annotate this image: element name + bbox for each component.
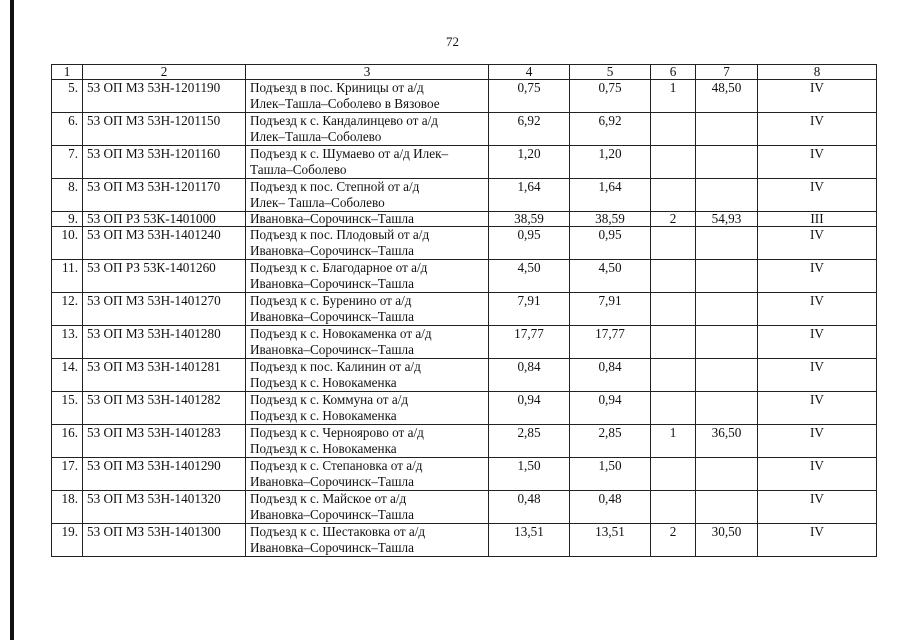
row-number: 8. [52,179,83,212]
width-value: 36,50 [696,425,758,458]
row-number: 16. [52,425,83,458]
road-name-line: Подъезд к с. Шестаковка от а/д [250,524,426,539]
lanes-count: 1 [651,425,696,458]
table-row [52,491,877,524]
row-number: 18. [52,491,83,524]
lanes-count [651,326,696,359]
column-header: 5 [570,65,651,80]
road-category: IV [758,146,877,179]
road-code: 53 ОП РЗ 53К-1401260 [83,260,246,293]
lanes-count: 1 [651,80,696,113]
width-value: 30,50 [696,524,758,557]
table-row [52,293,877,326]
road-category: IV [758,113,877,146]
road-name-line: Илек–Ташла–Соболево в Вязовое [250,96,440,111]
length-hard-surface: 0,48 [570,491,651,524]
lanes-count [651,227,696,260]
road-name-line: Ивановка–Сорочинск–Ташла [250,474,414,489]
road-name-line: Подъезд к с. Майское от а/д [250,491,407,506]
table-row [52,425,877,458]
lanes-count [651,491,696,524]
row-number: 6. [52,113,83,146]
road-name-line: Ивановка–Сорочинск–Ташла [250,309,414,324]
road-name [246,227,489,260]
road-name-line: Ивановка–Сорочинск–Ташла [250,211,414,226]
road-name-line: Подъезд к с. Благодарное от а/д [250,260,428,275]
road-name-line: Ивановка–Сорочинск–Ташла [250,342,414,357]
road-name-line: Ивановка–Сорочинск–Ташла [250,507,414,522]
road-code: 53 ОП МЗ 53Н-1201190 [83,80,246,113]
width-value [696,359,758,392]
row-number: 15. [52,392,83,425]
road-code: 53 ОП РЗ 53К-1401000 [83,212,246,227]
road-category: IV [758,227,877,260]
road-name-line: Подъезд к с. Кандалинцево от а/д [250,113,438,128]
length-total: 0,84 [489,359,570,392]
road-name-line: Подъезд к с. Коммуна от а/д [250,392,409,407]
road-code: 53 ОП МЗ 53Н-1401283 [83,425,246,458]
road-code: 53 ОП МЗ 53Н-1401240 [83,227,246,260]
column-header: 8 [758,65,877,80]
table-row [52,113,877,146]
length-hard-surface: 17,77 [570,326,651,359]
width-value [696,326,758,359]
length-hard-surface: 38,59 [570,212,651,227]
road-name [246,113,489,146]
row-number: 17. [52,458,83,491]
length-total: 13,51 [489,524,570,557]
length-total: 0,94 [489,392,570,425]
road-name-line: Подъезд к пос. Плодовый от а/д [250,227,430,242]
length-total: 7,91 [489,293,570,326]
header-row [52,65,877,80]
length-total: 2,85 [489,425,570,458]
page-number: 72 [446,34,459,49]
length-hard-surface: 1,64 [570,179,651,212]
road-name [246,293,489,326]
road-code: 53 ОП МЗ 53Н-1401281 [83,359,246,392]
road-category: IV [758,491,877,524]
width-value [696,113,758,146]
road-code: 53 ОП МЗ 53Н-1201160 [83,146,246,179]
road-name [246,146,489,179]
road-category: IV [758,80,877,113]
column-header: 7 [696,65,758,80]
width-value [696,260,758,293]
road-name [246,179,489,212]
length-total: 38,59 [489,212,570,227]
road-name [246,425,489,458]
road-category: IV [758,359,877,392]
road-category: IV [758,326,877,359]
column-header: 4 [489,65,570,80]
table-row [52,80,877,113]
road-name-line: Ташла–Соболево [250,162,347,177]
width-value [696,392,758,425]
road-name [246,524,489,557]
length-hard-surface: 0,95 [570,227,651,260]
length-total: 1,50 [489,458,570,491]
road-name-line: Подъезд к пос. Калинин от а/д [250,359,421,374]
row-number: 10. [52,227,83,260]
road-category: IV [758,293,877,326]
road-code: 53 ОП МЗ 53Н-1401280 [83,326,246,359]
table-row [52,458,877,491]
lanes-count [651,293,696,326]
row-number: 9. [52,212,83,227]
length-total: 1,64 [489,179,570,212]
width-value [696,458,758,491]
row-number: 14. [52,359,83,392]
column-header: 2 [83,65,246,80]
table-row [52,524,877,557]
length-hard-surface: 0,75 [570,80,651,113]
road-category: IV [758,392,877,425]
table-row [52,179,877,212]
road-name-line: Подъезд к с. Новокаменка [250,441,397,456]
lanes-count [651,113,696,146]
road-name-line: Подъезд к пос. Степной от а/д [250,179,420,194]
road-name-line: Подъезд к с. Новокаменка [250,375,397,390]
road-name-line: Подъезд к с. Новокаменка от а/д [250,326,432,341]
table-row [52,212,877,227]
lanes-count [651,260,696,293]
lanes-count [651,179,696,212]
length-hard-surface: 0,84 [570,359,651,392]
road-code: 53 ОП МЗ 53Н-1401320 [83,491,246,524]
roads-table [51,64,877,557]
length-hard-surface: 1,20 [570,146,651,179]
column-header: 6 [651,65,696,80]
road-name-line: Подъезд к с. Шумаево от а/д Илек– [250,146,449,161]
table-row [52,359,877,392]
length-hard-surface: 1,50 [570,458,651,491]
row-number: 19. [52,524,83,557]
length-total: 1,20 [489,146,570,179]
road-name [246,491,489,524]
road-category: IV [758,458,877,491]
row-number: 5. [52,80,83,113]
road-name-line: Ивановка–Сорочинск–Ташла [250,276,414,291]
road-name [246,260,489,293]
width-value [696,227,758,260]
length-total: 17,77 [489,326,570,359]
road-name-line: Ивановка–Сорочинск–Ташла [250,540,414,555]
table-row [52,260,877,293]
length-total: 6,92 [489,113,570,146]
lanes-count [651,392,696,425]
column-header: 1 [52,65,83,80]
road-code: 53 ОП МЗ 53Н-1401290 [83,458,246,491]
length-hard-surface: 6,92 [570,113,651,146]
width-value: 48,50 [696,80,758,113]
road-category: IV [758,260,877,293]
table-body [52,80,877,557]
table-row [52,146,877,179]
width-value: 54,93 [696,212,758,227]
width-value [696,146,758,179]
road-code: 53 ОП МЗ 53Н-1201170 [83,179,246,212]
road-name [246,359,489,392]
length-hard-surface: 0,94 [570,392,651,425]
road-name [246,392,489,425]
table-row [52,392,877,425]
road-category: IV [758,524,877,557]
length-hard-surface: 7,91 [570,293,651,326]
road-name [246,212,489,227]
lanes-count: 2 [651,524,696,557]
road-code: 53 ОП МЗ 53Н-1201150 [83,113,246,146]
length-hard-surface: 13,51 [570,524,651,557]
road-code: 53 ОП МЗ 53Н-1401282 [83,392,246,425]
lanes-count [651,458,696,491]
row-number: 12. [52,293,83,326]
length-total: 4,50 [489,260,570,293]
table-row [52,227,877,260]
width-value [696,491,758,524]
length-hard-surface: 4,50 [570,260,651,293]
road-name-line: Илек–Ташла–Соболево [250,129,382,144]
length-hard-surface: 2,85 [570,425,651,458]
width-value [696,293,758,326]
lanes-count [651,146,696,179]
road-name-line: Подъезд к с. Степановка от а/д [250,458,423,473]
row-number: 7. [52,146,83,179]
road-name [246,80,489,113]
length-total: 0,75 [489,80,570,113]
road-category: IV [758,179,877,212]
road-name [246,326,489,359]
road-name-line: Илек– Ташла–Соболево [250,195,385,210]
road-name-line: Подъезд в пос. Криницы от а/д [250,80,424,95]
lanes-count [651,359,696,392]
row-number: 13. [52,326,83,359]
road-name [246,458,489,491]
road-category: IV [758,425,877,458]
road-category: III [758,212,877,227]
road-name-line: Подъезд к с. Буренино от а/д [250,293,412,308]
road-code: 53 ОП МЗ 53Н-1401300 [83,524,246,557]
road-name-line: Подъезд к с. Черноярово от а/д [250,425,424,440]
width-value [696,179,758,212]
road-name-line: Ивановка–Сорочинск–Ташла [250,243,414,258]
row-number: 11. [52,260,83,293]
column-header: 3 [246,65,489,80]
road-name-line: Подъезд к с. Новокаменка [250,408,397,423]
length-total: 0,95 [489,227,570,260]
road-code: 53 ОП МЗ 53Н-1401270 [83,293,246,326]
page-edge-bar [10,0,14,640]
length-total: 0,48 [489,491,570,524]
table-row [52,326,877,359]
lanes-count: 2 [651,212,696,227]
